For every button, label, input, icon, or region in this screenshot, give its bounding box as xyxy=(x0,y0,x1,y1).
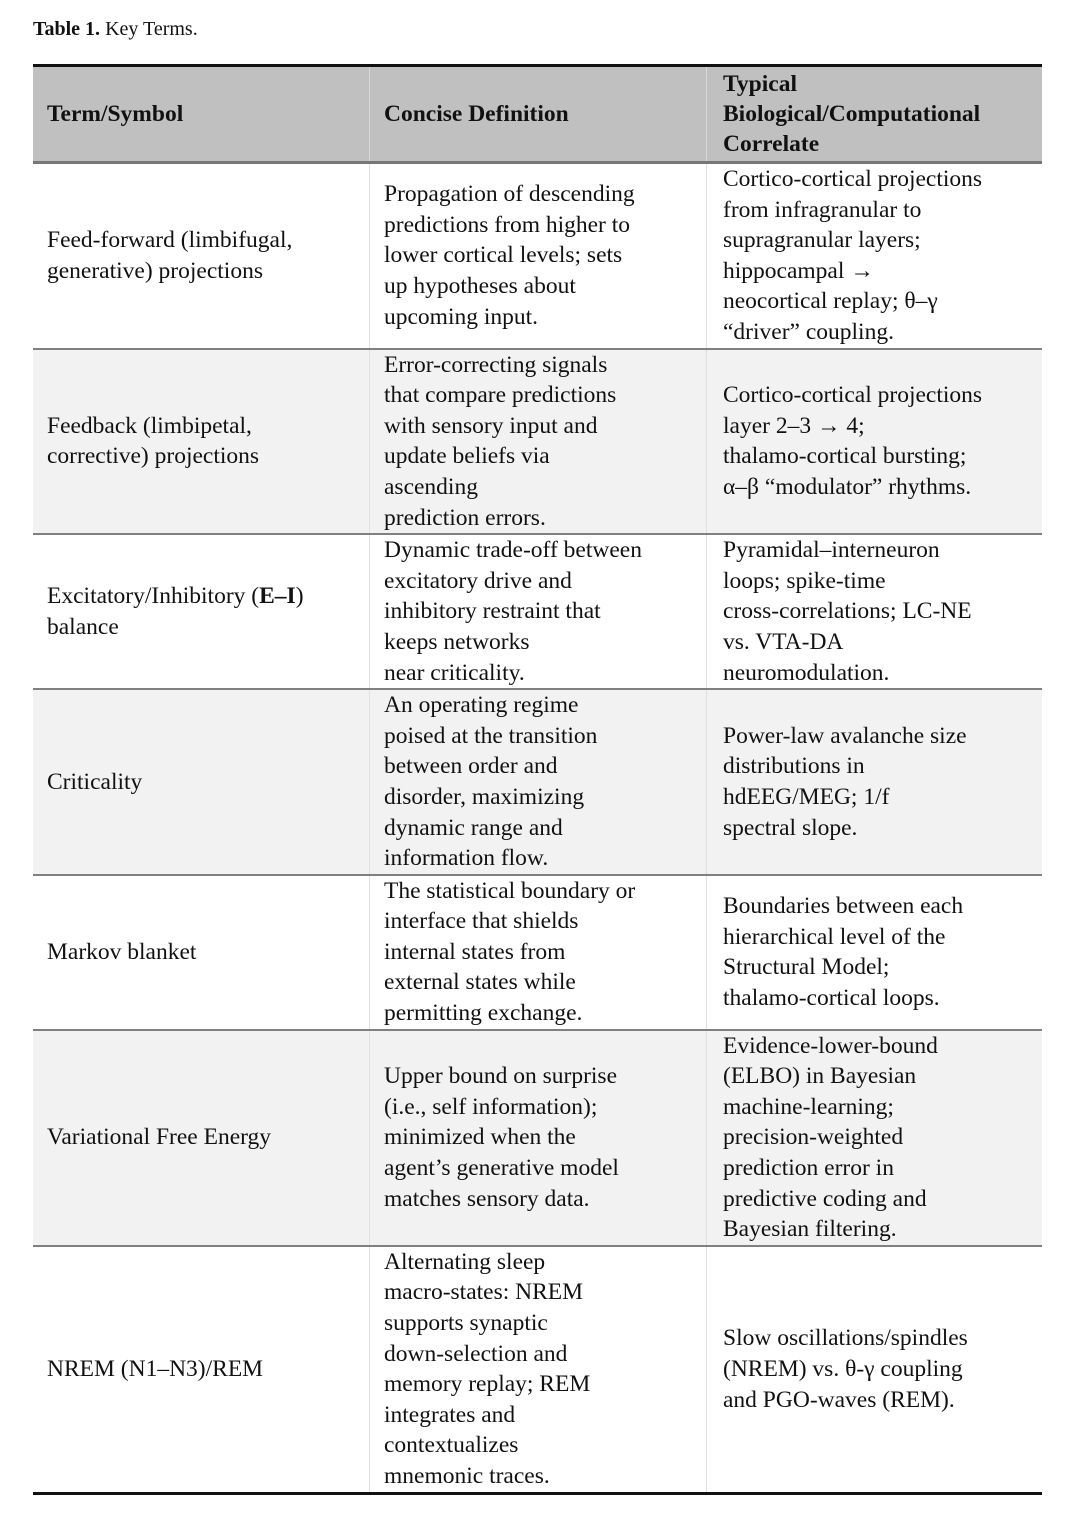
table-caption-title: Key Terms. xyxy=(105,18,198,40)
table-row xyxy=(33,163,1042,349)
definition-cell: Propagation of descending predictions from higher to lower cortical levels; sets up hypotheses about upcoming input. xyxy=(370,163,707,349)
correlate-cell: Cortico-cortical projections from infragranular to supragranular layers; hippocampal → neocortical replay; θ–γ “driver” coupling. xyxy=(707,163,1043,349)
correlate-cell: Power-law avalanche size distributions in hdEEG/MEG; 1/f spectral slope. xyxy=(707,689,1043,875)
definition-cell: Error-correcting signals that compare predictions with sensory input and update beliefs via ascending prediction errors. xyxy=(370,349,707,535)
term-cell: Feedback (limbipetal, corrective) projections xyxy=(33,349,370,535)
correlate-cell: Pyramidal–interneuron loops; spike-time cross-correlations; LC-NE vs. VTA-DA neuromodulation. xyxy=(707,534,1043,689)
term-cell: Criticality xyxy=(33,689,370,875)
table-row xyxy=(33,1246,1042,1493)
correlate-cell: Cortico-cortical projections layer 2–3 → 4; thalamo-cortical bursting; α–β “modulator” rhythms. xyxy=(707,349,1043,535)
table-header-row xyxy=(33,66,1042,163)
header-correlate: Typical Biological/Computational Correlate xyxy=(707,66,1043,163)
term-prefix: Excitatory/Inhibitory ( xyxy=(47,583,260,610)
header-concise-definition: Concise Definition xyxy=(370,66,707,163)
table-row xyxy=(33,875,1042,1030)
table-row xyxy=(33,349,1042,535)
term-cell: NREM (N1–N3)/REM xyxy=(33,1246,370,1493)
correlate-cell: Evidence-lower-bound (ELBO) in Bayesian machine-learning; precision-weighted prediction error in predictive coding and Bayesian filtering. xyxy=(707,1030,1043,1246)
term-suffix: ) balance xyxy=(47,583,304,640)
definition-cell: An operating regime poised at the transition between order and disorder, maximizing dynamic range and information flow. xyxy=(370,689,707,875)
definition-cell: Alternating sleep macro-states: NREM supports synaptic down-selection and memory replay; REM integrates and contextualizes mnemonic traces. xyxy=(370,1246,707,1493)
definition-cell: Dynamic trade-off between excitatory drive and inhibitory restraint that keeps networks near criticality. xyxy=(370,534,707,689)
header-term-symbol: Term/Symbol xyxy=(33,66,370,163)
key-terms-table xyxy=(33,64,1042,1495)
correlate-cell: Slow oscillations/spindles (NREM) vs. θ-γ coupling and PGO-waves (REM). xyxy=(707,1246,1043,1493)
term-cell: Variational Free Energy xyxy=(33,1030,370,1246)
table-row xyxy=(33,1030,1042,1246)
term-cell: Markov blanket xyxy=(33,875,370,1030)
term-cell xyxy=(33,534,370,689)
table-caption-label: Table 1. xyxy=(33,18,101,40)
term-cell: Feed-forward (limbifugal, generative) projections xyxy=(33,163,370,349)
correlate-cell: Boundaries between each hierarchical level of the Structural Model; thalamo-cortical loops. xyxy=(707,875,1043,1030)
definition-cell: Upper bound on surprise (i.e., self information); minimized when the agent’s generative model matches sensory data. xyxy=(370,1030,707,1246)
term-bold-ei: E–I xyxy=(259,583,296,610)
table-row xyxy=(33,689,1042,875)
table-row xyxy=(33,534,1042,689)
table-caption xyxy=(33,18,198,41)
definition-cell: The statistical boundary or interface that shields internal states from external states while permitting exchange. xyxy=(370,875,707,1030)
